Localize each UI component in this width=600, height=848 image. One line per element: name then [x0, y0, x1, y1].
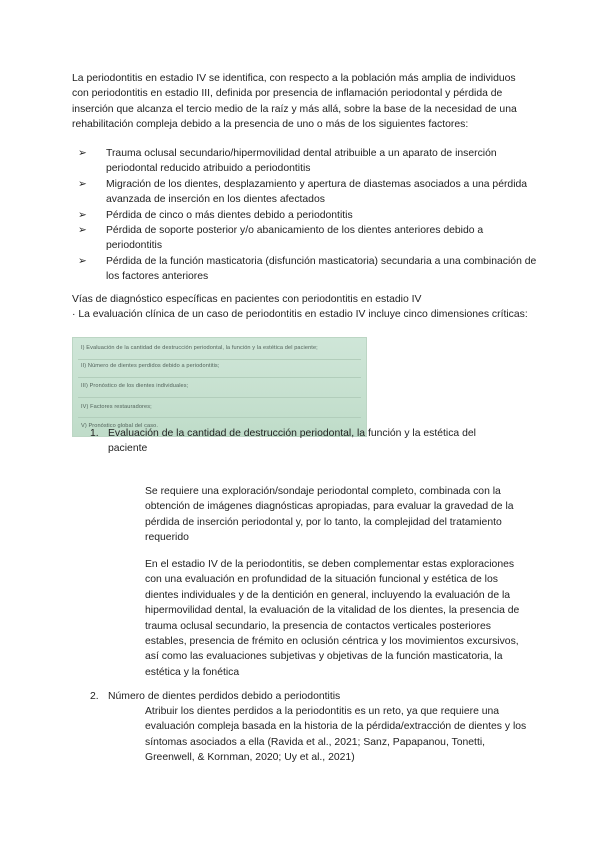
item-paragraph: Atribuir los dientes perdidos a la periodontitis es un reto, ya que requiere una evaluación compleja basada en la historia de la pérdida/extracción de dientes y los síntomas asociados a ella (Ravida et al., 2021; Sanz, Papapanou, Tonetti, Greenwell, & Kornman, 2020; Uy et al., 2021) [145, 706, 527, 764]
item-number: 1. [90, 428, 99, 439]
item-heading-text: Número de dientes perdidos debido a periodontitis [108, 691, 341, 702]
item-paragraph: Se requiere una exploración/sondaje periodontal completo, combinada con la obtención de imágenes diagnósticas apropiadas, para evaluar la gravedad de la pérdida de inserción periodontal y, por lo tanto, la complejidad del tratamiento requerido [145, 486, 514, 544]
list-item: ➢ Pérdida de la función masticatoria (disfunción masticatoria) secundaria a una combinación de los factores anteriores [78, 255, 537, 283]
diagnosis-intro: · La evaluación clínica de un caso de periodontitis en estadio IV incluye cinco dimensiones críticas: [72, 309, 528, 320]
list-item: ➢ Migración de los dientes, desplazamiento y apertura de diastemas asociados a una pérdida avanzada de inserción en los dientes afectados [78, 178, 528, 206]
list-item: ➢ Trauma oclusal secundario/hipermovilidad dental atribuible a un aparato de inserción periodontal reducido atribuido a periodontitis [78, 148, 497, 175]
arrow-bullet-icon: ➢ [78, 255, 87, 267]
figure-divider [78, 377, 361, 378]
item-paragraph: En el estadio IV de la periodontitis, se deben complementar estas exploraciones con una evaluación en profundidad de la situación funcional y estética de los dientes individuales y de la dentición en general, incluyendo la evaluación de la hipermovilidad dental, la evaluación de la vitalidad de los dientes, la presencia de trauma oclusal secundario, la presencia de contactos verticales posteriores estables, presencia de frémito en oclusión céntrica y los movimientos excursivos, así como las evaluaciones subjetivas y objetivas de la función masticatoria, la estética y la fonética [145, 559, 520, 678]
figure-divider [78, 359, 361, 360]
intro-paragraph: La periodontitis en estadio IV se identifica, con respecto a la población más amplia de individuos con periodontitis en estadio III, definida por presencia de inflamación periodontal y pérdida de inserción que alcanza el tercio medio de la raíz y más allá, sobre la base de la necesidad de una rehabilitación compleja debido a la presencia de uno o más de los siguientes factores: [72, 73, 517, 131]
diagnosis-title: Vías de diagnóstico específicas en pacientes con periodontitis en estadio IV [72, 294, 422, 305]
figure-divider [78, 417, 361, 418]
figure-divider [78, 397, 361, 398]
arrow-bullet-icon: ➢ [78, 225, 87, 237]
item-number: 2. [90, 691, 99, 702]
arrow-bullet-icon: ➢ [78, 178, 87, 190]
figure-line: IV) Factores restauradores; [81, 404, 152, 410]
arrow-bullet-icon: ➢ [78, 148, 87, 159]
arrow-bullet-icon: ➢ [78, 209, 87, 221]
figure-line: I) Evaluación de la cantidad de destrucción periodontal, la función y la estética del paciente; [81, 345, 318, 351]
item-heading-text: Evaluación de la cantidad de destrucción periodontal, la función y la estética del paciente [108, 428, 476, 455]
factors-list [78, 146, 538, 285]
figure-line: V) Pronóstico global del caso. [81, 423, 159, 429]
list-item: ➢ Pérdida de cinco o más dientes debido a periodontitis [78, 208, 538, 223]
figure-line: III) Pronóstico de los dientes individuales; [81, 383, 189, 389]
dimensions-figure-image [72, 337, 367, 437]
list-item: ➢ Pérdida de soporte posterior y/o abanicamiento de los dientes anteriores debido a periodontitis [78, 225, 484, 252]
figure-line: II) Número de dientes perdidos debido a periodontitis; [81, 363, 220, 369]
